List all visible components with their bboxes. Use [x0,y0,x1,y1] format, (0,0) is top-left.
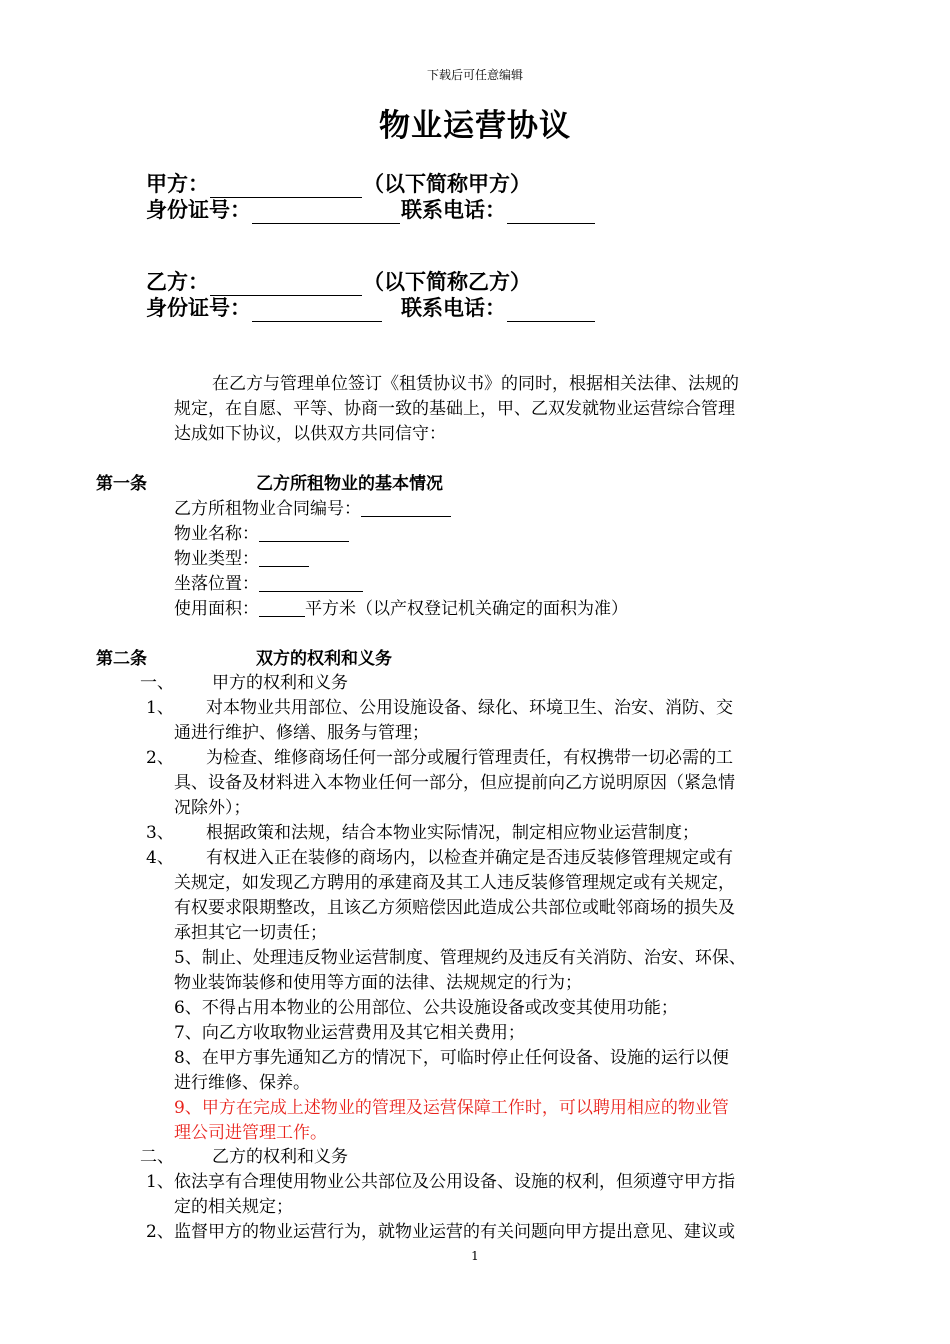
list-item-line: 6、不得占用本物业的公用部位、公共设施设备或改变其使用功能； [174,998,678,1018]
list-item-line: 根据政策和法规，结合本物业实际情况，制定相应物业运营制度； [206,823,699,843]
list-item-number: 1、 [146,1172,174,1192]
party-b-id-label: 身份证号： [146,295,251,320]
location-blank[interactable] [259,575,363,592]
party-b-label: 乙方： [146,269,209,294]
party-a-label: 甲方： [146,171,209,196]
list-item-number: 3、 [146,823,174,843]
list-item-line: 依法享有合理使用物业公共部位及公用设备、设施的权利，但须遵守甲方指 [174,1172,735,1192]
party-a-id-label: 身份证号： [146,197,251,222]
page-number: 1 [471,1249,479,1263]
party-a-contact-line [146,194,596,224]
article-2-number: 第二条 [96,649,147,669]
list-item-line: 通进行维护、修缮、服务与管理； [174,723,429,743]
article-1-number: 第一条 [96,474,147,494]
section-b-number: 二、 [140,1147,174,1167]
list-item-line: 进行维修、保养。 [174,1073,310,1093]
property-name-label: 物业名称： [174,524,259,544]
party-b-contact-line [146,292,596,322]
list-item-line: 承担其它一切责任； [174,923,327,943]
property-type-blank[interactable] [259,550,309,567]
contract-number-blank[interactable] [361,500,451,517]
list-item-line: 有权要求限期整改，且该乙方须赔偿因此造成公共部位或毗邻商场的损失及 [174,898,735,918]
location-field [174,569,363,594]
contract-number-label: 乙方所租物业合同编号： [174,499,361,519]
party-b-phone-label: 联系电话： [401,295,506,320]
party-a-phone-label: 联系电话： [401,197,506,222]
article-2-title: 双方的权利和义务 [256,649,392,669]
highlight-line: 9、甲方在完成上述物业的管理及运营保障工作时，可以聘用相应的物业管 [174,1098,729,1118]
list-item-line: 监督甲方的物业运营行为，就物业运营的有关问题向甲方提出意见、建议或 [174,1222,735,1242]
property-type-label: 物业类型： [174,549,259,569]
list-item-number: 2、 [146,748,174,768]
property-name-field [174,519,349,544]
party-a-phone-blank[interactable] [507,203,595,224]
highlight-line: 理公司进管理工作。 [174,1123,327,1143]
location-label: 坐落位置： [174,574,259,594]
article-1-title: 乙方所租物业的基本情况 [256,474,443,494]
document-title: 物业运营协议 [379,108,571,144]
list-item-line: 物业装饰装修和使用等方面的法律、法规规定的行为； [174,973,582,993]
list-item-line: 7、向乙方收取物业运营费用及其它相关费用； [174,1023,525,1043]
party-a-alias: （以下简称甲方） [363,171,531,196]
section-a-title: 甲方的权利和义务 [212,673,348,693]
list-item-number: 1、 [146,698,174,718]
party-b-alias: （以下简称乙方） [363,269,531,294]
list-item-line: 有权进入正在装修的商场内，以检查并确定是否违反装修管理规定或有 [206,848,733,868]
area-suffix: 平方米（以产权登记机关确定的面积为准） [305,599,628,619]
list-item-number: 2、 [146,1222,174,1242]
header-note: 下载后可任意编辑 [426,68,523,82]
list-item-line: 况除外）； [174,798,251,818]
area-field [174,594,628,619]
intro-line: 达成如下协议，以供双方共同信守： [174,424,446,444]
list-item-line: 5、制止、处理违反物业运营制度、管理规约及违反有关消防、治安、环保、 [174,948,746,968]
party-a-id-blank[interactable] [252,203,400,224]
party-b-id-blank[interactable] [252,301,382,322]
section-b-title: 乙方的权利和义务 [212,1147,348,1167]
list-item-line: 具、设备及材料进入本物业任何一部分，但应提前向乙方说明原因（紧急情 [174,773,735,793]
list-item-line: 对本物业共用部位、公用设施设备、绿化、环境卫生、治安、消防、交 [206,698,733,718]
property-type-field [174,544,309,569]
area-label: 使用面积： [174,599,259,619]
intro-line: 规定，在自愿、平等、协商一致的基础上，甲、乙双发就物业运营综合管理 [174,399,735,419]
property-name-blank[interactable] [259,525,349,542]
list-item-number: 4、 [146,848,174,868]
contract-number-field [174,494,451,519]
list-item-line: 关规定，如发现乙方聘用的承建商及其工人违反装修管理规定或有关规定， [174,873,735,893]
section-a-number: 一、 [140,673,174,693]
area-blank[interactable] [259,600,305,617]
list-item-line: 定的相关规定； [174,1197,293,1217]
list-item-line: 8、在甲方事先通知乙方的情况下，可临时停止任何设备、设施的运行以便 [174,1048,729,1068]
intro-line: 在乙方与管理单位签订《租赁协议书》的同时，根据相关法律、法规的 [212,374,739,394]
party-b-phone-blank[interactable] [507,301,595,322]
list-item-line: 为检查、维修商场任何一部分或履行管理责任，有权携带一切必需的工 [206,748,733,768]
